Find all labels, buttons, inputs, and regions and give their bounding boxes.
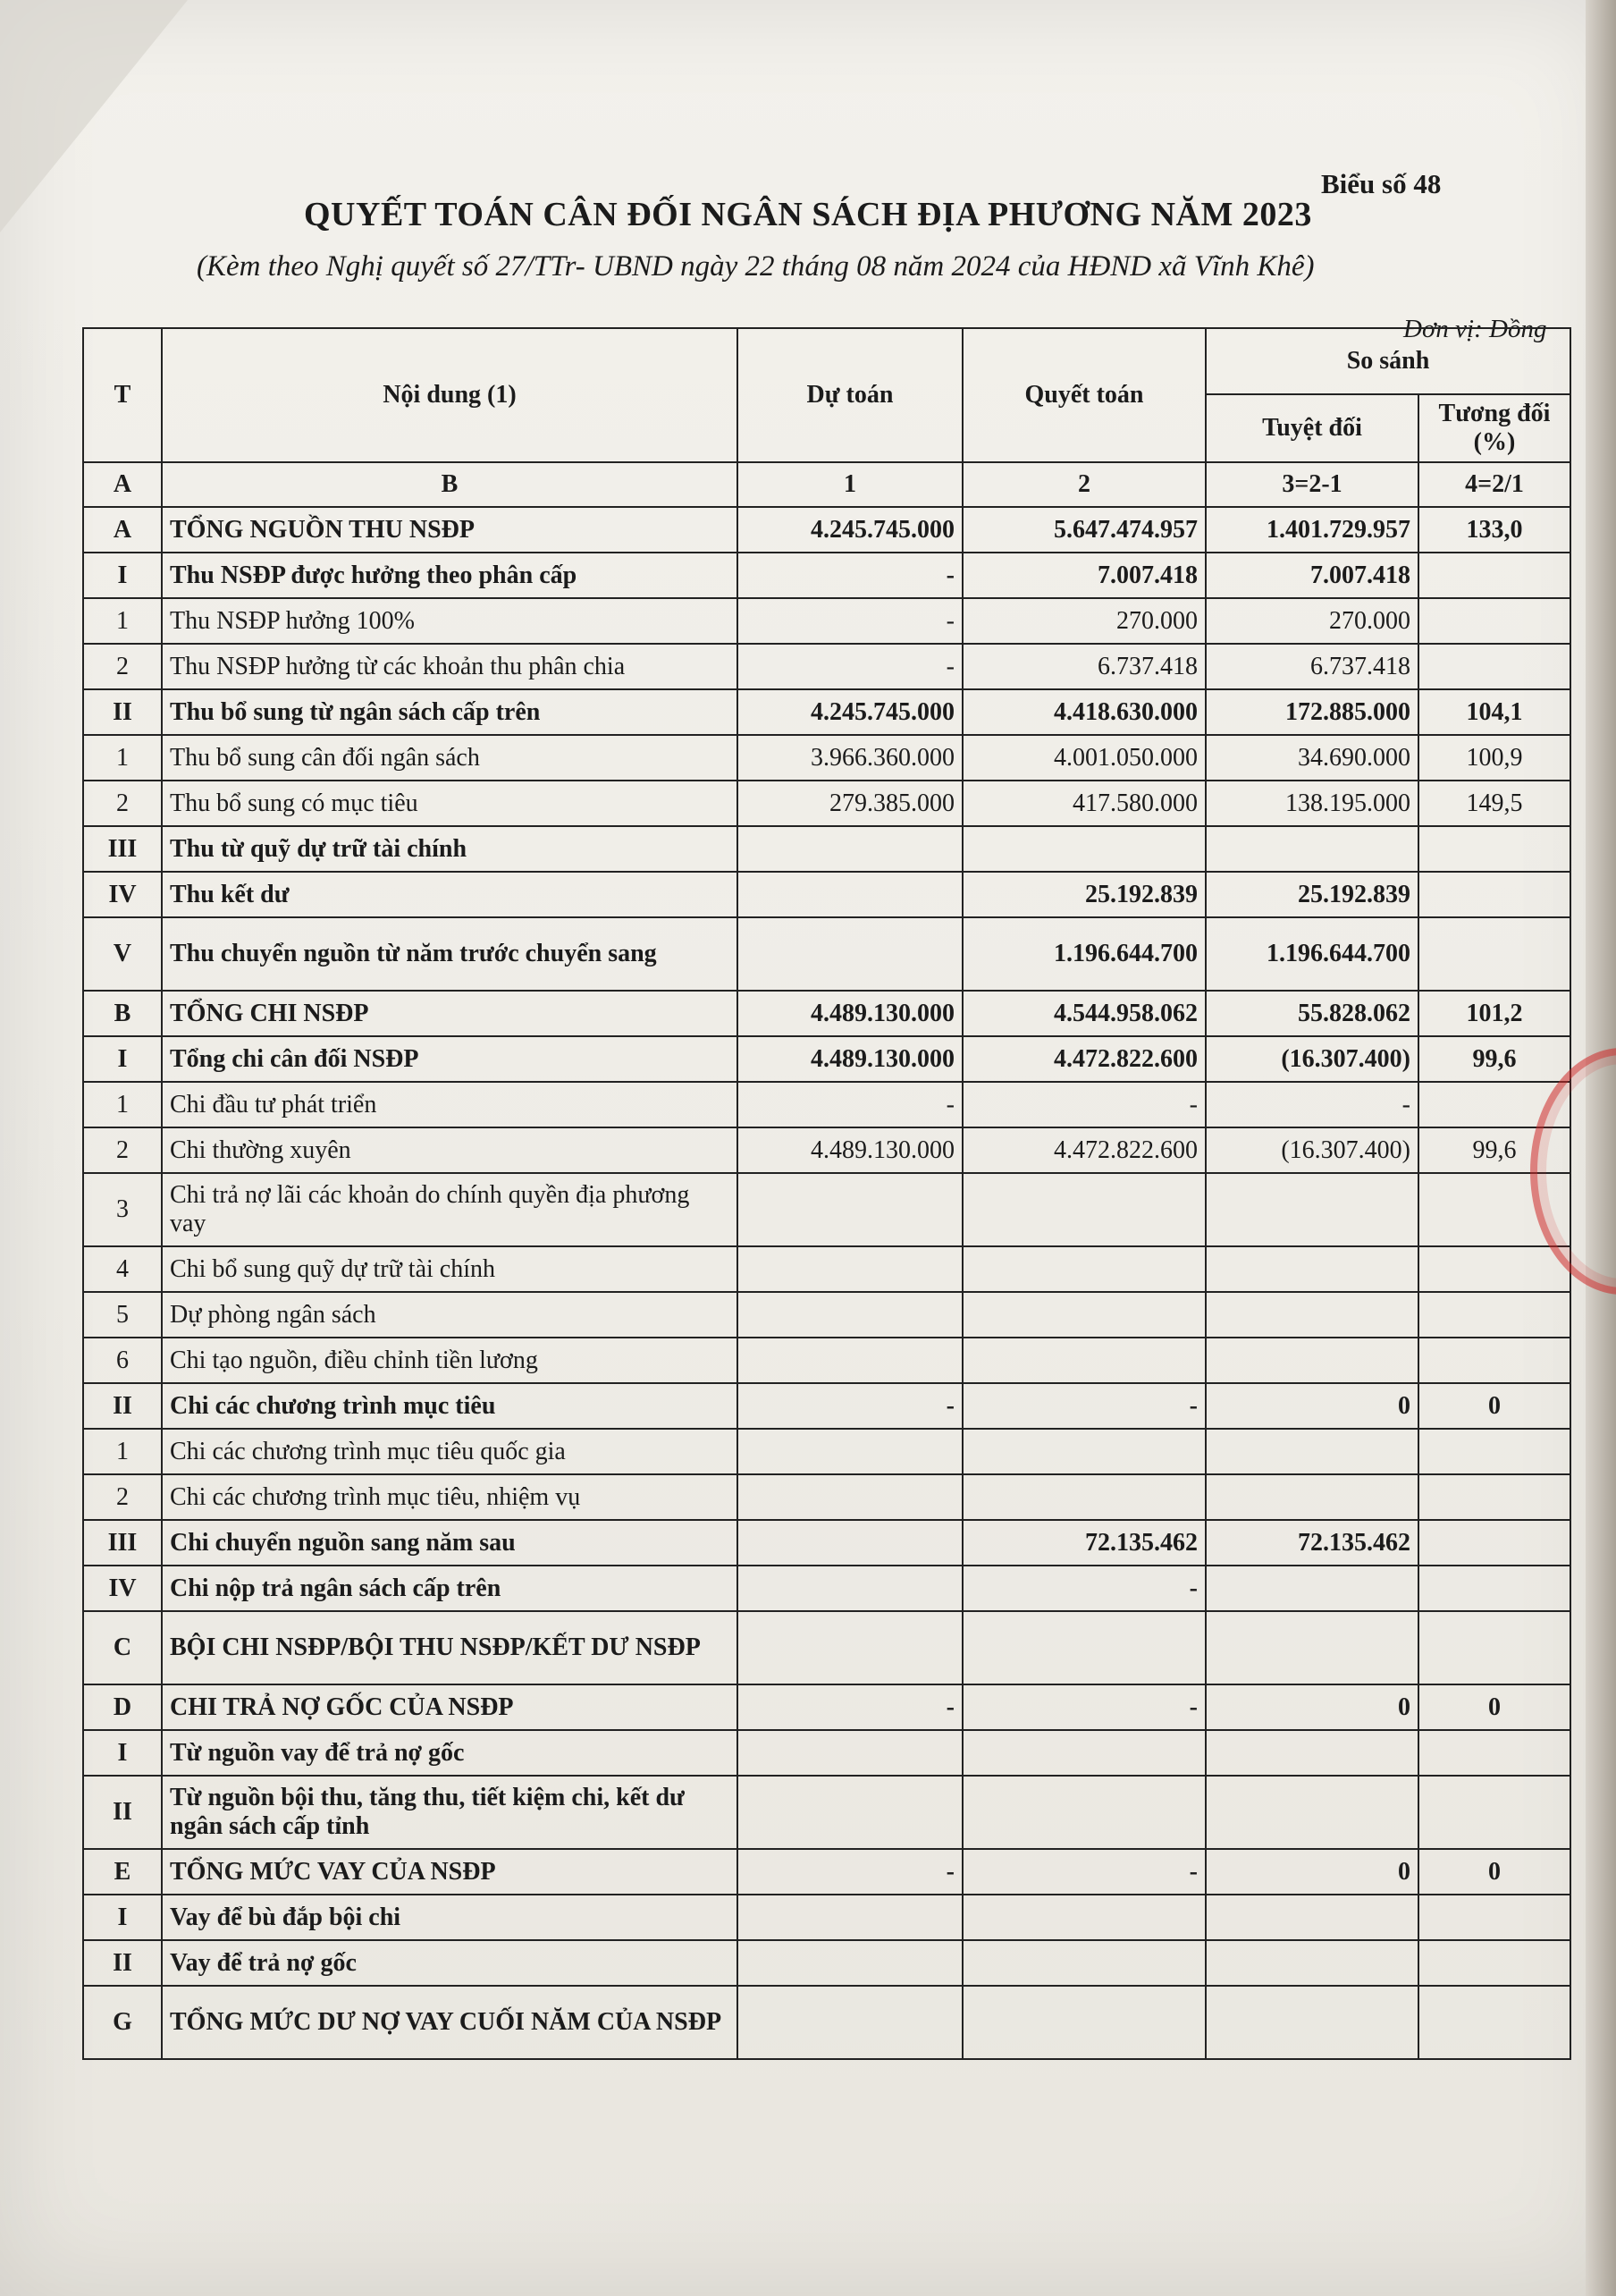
cell-stt: 2 — [83, 781, 162, 826]
cell-relative: 133,0 — [1418, 507, 1570, 553]
cell-relative — [1418, 598, 1570, 644]
cell-estimate — [737, 872, 963, 917]
table-row — [83, 1429, 1570, 1474]
code-absolute: 3=2-1 — [1206, 462, 1418, 507]
header-stt: T — [83, 328, 162, 462]
cell-relative: 104,1 — [1418, 689, 1570, 735]
cell-stt: B — [83, 991, 162, 1036]
cell-stt: 1 — [83, 735, 162, 781]
cell-relative — [1418, 1566, 1570, 1611]
cell-absolute: - — [1206, 1082, 1418, 1127]
header-settlement: Quyết toán — [963, 328, 1206, 462]
cell-estimate — [737, 826, 963, 872]
cell-absolute — [1206, 1474, 1418, 1520]
code-relative: 4=2/1 — [1418, 462, 1570, 507]
cell-content: TỔNG CHI NSĐP — [162, 991, 737, 1036]
cell-estimate: 3.966.360.000 — [737, 735, 963, 781]
cell-content: Thu NSĐP hưởng từ các khoản thu phân chia — [162, 644, 737, 689]
cell-absolute: 72.135.462 — [1206, 1520, 1418, 1566]
cell-content: TỔNG NGUỒN THU NSĐP — [162, 507, 737, 553]
document-title: QUYẾT TOÁN CÂN ĐỐI NGÂN SÁCH ĐỊA PHƯƠNG NĂM 2023 — [304, 196, 1312, 233]
cell-settlement: - — [963, 1566, 1206, 1611]
cell-relative — [1418, 1730, 1570, 1776]
cell-relative — [1418, 1611, 1570, 1684]
cell-content: Thu từ quỹ dự trữ tài chính — [162, 826, 737, 872]
cell-settlement: 4.472.822.600 — [963, 1127, 1206, 1173]
cell-absolute: 270.000 — [1206, 598, 1418, 644]
cell-estimate — [737, 1173, 963, 1246]
cell-relative — [1418, 1338, 1570, 1383]
cell-settlement: 72.135.462 — [963, 1520, 1206, 1566]
cell-relative: 0 — [1418, 1383, 1570, 1429]
table-row — [83, 1246, 1570, 1292]
cell-content: Thu NSĐP được hưởng theo phân cấp — [162, 553, 737, 598]
cell-settlement: 4.472.822.600 — [963, 1036, 1206, 1082]
table-row — [83, 553, 1570, 598]
cell-settlement — [963, 1338, 1206, 1383]
cell-absolute — [1206, 1338, 1418, 1383]
table-row — [83, 1474, 1570, 1520]
cell-content: Chi chuyển nguồn sang năm sau — [162, 1520, 737, 1566]
cell-stt: I — [83, 553, 162, 598]
cell-estimate: - — [737, 1082, 963, 1127]
cell-estimate: 4.489.130.000 — [737, 1127, 963, 1173]
cell-content: Thu chuyển nguồn từ năm trước chuyển sang — [162, 917, 737, 991]
cell-relative — [1418, 1246, 1570, 1292]
header-estimate: Dự toán — [737, 328, 963, 462]
cell-estimate — [737, 1986, 963, 2059]
cell-absolute — [1206, 1611, 1418, 1684]
cell-content: Thu bổ sung từ ngân sách cấp trên — [162, 689, 737, 735]
cell-settlement — [963, 1940, 1206, 1986]
cell-estimate: - — [737, 1383, 963, 1429]
cell-settlement: 4.001.050.000 — [963, 735, 1206, 781]
cell-relative — [1418, 826, 1570, 872]
cell-relative: 99,6 — [1418, 1036, 1570, 1082]
cell-settlement — [963, 826, 1206, 872]
cell-stt: II — [83, 1383, 162, 1429]
cell-stt: 1 — [83, 598, 162, 644]
code-estimate: 1 — [737, 462, 963, 507]
table-row — [83, 826, 1570, 872]
cell-content: Thu NSĐP hưởng 100% — [162, 598, 737, 644]
table-row — [83, 1292, 1570, 1338]
cell-settlement — [963, 1246, 1206, 1292]
cell-settlement: 1.196.644.700 — [963, 917, 1206, 991]
cell-estimate: - — [737, 1684, 963, 1730]
cell-content: Chi thường xuyên — [162, 1127, 737, 1173]
cell-stt: 2 — [83, 1127, 162, 1173]
cell-content: Chi các chương trình mục tiêu — [162, 1383, 737, 1429]
cell-relative — [1418, 1520, 1570, 1566]
cell-settlement — [963, 1474, 1206, 1520]
cell-relative — [1418, 1776, 1570, 1849]
header-absolute: Tuyệt đối — [1206, 394, 1418, 462]
cell-absolute — [1206, 1895, 1418, 1940]
cell-content: Tổng chi cân đối NSĐP — [162, 1036, 737, 1082]
cell-content: CHI TRẢ NỢ GỐC CỦA NSĐP — [162, 1684, 737, 1730]
cell-estimate — [737, 1292, 963, 1338]
code-content: B — [162, 462, 737, 507]
table-row — [83, 1383, 1570, 1429]
cell-estimate: 4.245.745.000 — [737, 507, 963, 553]
cell-absolute: 172.885.000 — [1206, 689, 1418, 735]
cell-stt: IV — [83, 872, 162, 917]
table-row — [83, 1776, 1570, 1849]
cell-content: TỔNG MỨC DƯ NỢ VAY CUỐI NĂM CỦA NSĐP — [162, 1986, 737, 2059]
cell-relative — [1418, 1474, 1570, 1520]
cell-settlement — [963, 1895, 1206, 1940]
cell-relative: 0 — [1418, 1684, 1570, 1730]
cell-absolute: (16.307.400) — [1206, 1127, 1418, 1173]
cell-content: Vay để bù đắp bội chi — [162, 1895, 737, 1940]
cell-estimate — [737, 1246, 963, 1292]
cell-relative — [1418, 1940, 1570, 1986]
currency-unit: Đơn vị: Đồng — [1403, 315, 1547, 343]
cell-settlement — [963, 1730, 1206, 1776]
cell-settlement: 4.544.958.062 — [963, 991, 1206, 1036]
cell-content: Chi nộp trả ngân sách cấp trên — [162, 1566, 737, 1611]
cell-absolute — [1206, 1730, 1418, 1776]
cell-stt: 6 — [83, 1338, 162, 1383]
table-row — [83, 1127, 1570, 1173]
cell-content: BỘI CHI NSĐP/BỘI THU NSĐP/KẾT DƯ NSĐP — [162, 1611, 737, 1684]
cell-relative: 149,5 — [1418, 781, 1570, 826]
cell-settlement — [963, 1173, 1206, 1246]
cell-absolute: 6.737.418 — [1206, 644, 1418, 689]
cell-settlement: 25.192.839 — [963, 872, 1206, 917]
table-row — [83, 507, 1570, 553]
cell-absolute — [1206, 1246, 1418, 1292]
cell-absolute — [1206, 1173, 1418, 1246]
cell-content: Chi tạo nguồn, điều chỉnh tiền lương — [162, 1338, 737, 1383]
code-stt: A — [83, 462, 162, 507]
cell-stt: II — [83, 1940, 162, 1986]
cell-stt: C — [83, 1611, 162, 1684]
cell-estimate: 279.385.000 — [737, 781, 963, 826]
cell-absolute: 1.196.644.700 — [1206, 917, 1418, 991]
cell-content: Thu kết dư — [162, 872, 737, 917]
cell-settlement — [963, 1611, 1206, 1684]
cell-relative — [1418, 644, 1570, 689]
cell-absolute — [1206, 1940, 1418, 1986]
cell-settlement — [963, 1986, 1206, 2059]
cell-stt: 2 — [83, 644, 162, 689]
cell-content: TỔNG MỨC VAY CỦA NSĐP — [162, 1849, 737, 1895]
cell-relative — [1418, 917, 1570, 991]
cell-relative — [1418, 1429, 1570, 1474]
cell-absolute: 55.828.062 — [1206, 991, 1418, 1036]
cell-estimate — [737, 1520, 963, 1566]
cell-absolute: 34.690.000 — [1206, 735, 1418, 781]
cell-stt: A — [83, 507, 162, 553]
table-row — [83, 1082, 1570, 1127]
cell-estimate — [737, 1730, 963, 1776]
cell-absolute — [1206, 1292, 1418, 1338]
budget-settlement-table — [82, 327, 1571, 2060]
cell-stt: II — [83, 689, 162, 735]
table-row — [83, 872, 1570, 917]
cell-stt: IV — [83, 1566, 162, 1611]
cell-estimate — [737, 1611, 963, 1684]
cell-absolute — [1206, 1986, 1418, 2059]
cell-content: Chi đầu tư phát triển — [162, 1082, 737, 1127]
cell-content: Chi trả nợ lãi các khoản do chính quyền địa phương vay — [162, 1173, 737, 1246]
cell-absolute: 25.192.839 — [1206, 872, 1418, 917]
cell-settlement: - — [963, 1082, 1206, 1127]
cell-relative: 0 — [1418, 1849, 1570, 1895]
table-row — [83, 598, 1570, 644]
cell-relative — [1418, 1895, 1570, 1940]
document-subtitle: (Kèm theo Nghị quyết số 27/TTr- UBND ngày 22 tháng 08 năm 2024 của HĐND xã Vĩnh Khê) — [197, 250, 1315, 283]
table-row — [83, 1173, 1570, 1246]
cell-estimate — [737, 1429, 963, 1474]
header-relative: Tương đối (%) — [1418, 394, 1570, 462]
cell-settlement: 270.000 — [963, 598, 1206, 644]
cell-stt: I — [83, 1895, 162, 1940]
cell-relative — [1418, 1986, 1570, 2059]
cell-estimate: - — [737, 644, 963, 689]
cell-content: Dự phòng ngân sách — [162, 1292, 737, 1338]
cell-settlement: - — [963, 1684, 1206, 1730]
cell-stt: 2 — [83, 1474, 162, 1520]
header-content: Nội dung (1) — [162, 328, 737, 462]
cell-settlement: 6.737.418 — [963, 644, 1206, 689]
table-row — [83, 735, 1570, 781]
cell-stt: II — [83, 1776, 162, 1849]
table-row — [83, 1730, 1570, 1776]
cell-absolute: 7.007.418 — [1206, 553, 1418, 598]
cell-stt: 1 — [83, 1082, 162, 1127]
cell-estimate: - — [737, 1849, 963, 1895]
cell-relative — [1418, 553, 1570, 598]
folded-page-corner — [0, 0, 188, 232]
cell-settlement — [963, 1776, 1206, 1849]
cell-content: Vay để trả nợ gốc — [162, 1940, 737, 1986]
cell-settlement — [963, 1292, 1206, 1338]
cell-absolute — [1206, 1566, 1418, 1611]
cell-stt: 5 — [83, 1292, 162, 1338]
table-row — [83, 1611, 1570, 1684]
cell-stt: V — [83, 917, 162, 991]
table-row — [83, 1895, 1570, 1940]
cell-absolute — [1206, 1776, 1418, 1849]
cell-settlement: - — [963, 1849, 1206, 1895]
cell-estimate: - — [737, 553, 963, 598]
cell-stt: 3 — [83, 1173, 162, 1246]
cell-relative: 99,6 — [1418, 1127, 1570, 1173]
cell-estimate: - — [737, 598, 963, 644]
table-row — [83, 1684, 1570, 1730]
cell-relative — [1418, 1292, 1570, 1338]
cell-estimate: 4.489.130.000 — [737, 1036, 963, 1082]
cell-content: Chi các chương trình mục tiêu, nhiệm vụ — [162, 1474, 737, 1520]
header-compare: So sánh — [1206, 328, 1570, 394]
cell-absolute: 0 — [1206, 1849, 1418, 1895]
cell-absolute: 0 — [1206, 1383, 1418, 1429]
cell-stt: I — [83, 1036, 162, 1082]
column-code-row — [83, 462, 1570, 507]
cell-content: Từ nguồn vay để trả nợ gốc — [162, 1730, 737, 1776]
cell-content: Chi bổ sung quỹ dự trữ tài chính — [162, 1246, 737, 1292]
cell-stt: I — [83, 1730, 162, 1776]
table-row — [83, 1036, 1570, 1082]
cell-relative: 100,9 — [1418, 735, 1570, 781]
cell-estimate — [737, 1474, 963, 1520]
cell-estimate: 4.245.745.000 — [737, 689, 963, 735]
table-row — [83, 1849, 1570, 1895]
cell-stt: III — [83, 1520, 162, 1566]
cell-settlement: 7.007.418 — [963, 553, 1206, 598]
cell-relative — [1418, 872, 1570, 917]
cell-stt: E — [83, 1849, 162, 1895]
cell-estimate — [737, 1940, 963, 1986]
code-settlement: 2 — [963, 462, 1206, 507]
cell-relative: 101,2 — [1418, 991, 1570, 1036]
table-row — [83, 1520, 1570, 1566]
cell-estimate — [737, 1776, 963, 1849]
table-row — [83, 1940, 1570, 1986]
table-row — [83, 917, 1570, 991]
cell-absolute: (16.307.400) — [1206, 1036, 1418, 1082]
table-row — [83, 1566, 1570, 1611]
table-row — [83, 781, 1570, 826]
cell-content: Từ nguồn bội thu, tăng thu, tiết kiệm chi, kết dư ngân sách cấp tỉnh — [162, 1776, 737, 1849]
form-number: Biểu số 48 — [1321, 168, 1442, 199]
cell-settlement: - — [963, 1383, 1206, 1429]
cell-estimate — [737, 917, 963, 991]
cell-content: Chi các chương trình mục tiêu quốc gia — [162, 1429, 737, 1474]
table-row — [83, 1338, 1570, 1383]
cell-content: Thu bổ sung cân đối ngân sách — [162, 735, 737, 781]
table-row — [83, 644, 1570, 689]
cell-absolute — [1206, 1429, 1418, 1474]
cell-absolute: 1.401.729.957 — [1206, 507, 1418, 553]
cell-stt: D — [83, 1684, 162, 1730]
cell-content: Thu bổ sung có mục tiêu — [162, 781, 737, 826]
cell-settlement: 4.418.630.000 — [963, 689, 1206, 735]
cell-estimate: 4.489.130.000 — [737, 991, 963, 1036]
cell-absolute: 138.195.000 — [1206, 781, 1418, 826]
table-row — [83, 991, 1570, 1036]
cell-absolute: 0 — [1206, 1684, 1418, 1730]
cell-stt: III — [83, 826, 162, 872]
cell-absolute — [1206, 826, 1418, 872]
cell-settlement: 5.647.474.957 — [963, 507, 1206, 553]
cell-settlement: 417.580.000 — [963, 781, 1206, 826]
cell-settlement — [963, 1429, 1206, 1474]
table-row — [83, 689, 1570, 735]
cell-stt: G — [83, 1986, 162, 2059]
cell-estimate — [737, 1566, 963, 1611]
cell-estimate — [737, 1895, 963, 1940]
cell-stt: 1 — [83, 1429, 162, 1474]
cell-stt: 4 — [83, 1246, 162, 1292]
cell-estimate — [737, 1338, 963, 1383]
table-row — [83, 1986, 1570, 2059]
